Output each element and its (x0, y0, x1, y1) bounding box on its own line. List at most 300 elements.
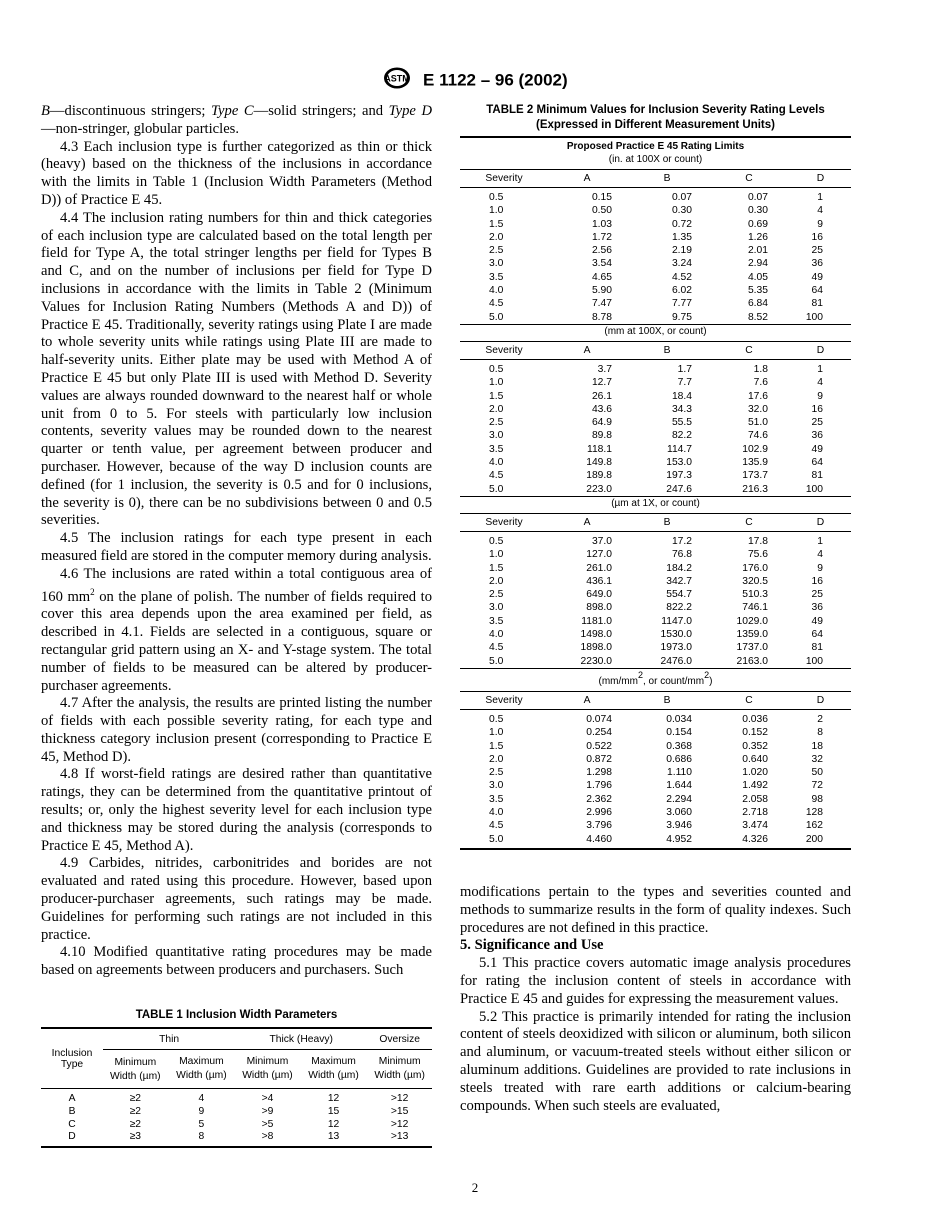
table-2-cell: 3.0 (489, 430, 504, 442)
table-2-cell: 4.326 (742, 833, 768, 845)
table-2-cell: 2 (817, 713, 823, 725)
table-2-proposed-label: Proposed Practice E 45 Rating Limits (566, 141, 745, 152)
table-2-cell: 4 (817, 377, 823, 389)
table-2-cell: 2.5 (489, 417, 504, 429)
table-2-column-header: B (626, 342, 708, 360)
table-2-unit-label: (mm at 100X, or count) (604, 325, 707, 337)
table-2-cell: 25 (811, 417, 823, 429)
table-2-row (460, 284, 851, 297)
table-2-row (460, 655, 851, 668)
table-2-cell: 25 (811, 245, 823, 257)
table-1-cell: 12 (327, 1093, 340, 1104)
table-2-cell: 0.5 (489, 713, 504, 725)
table-2-cell: 4.5 (489, 298, 504, 310)
table-1-cell: >5 (261, 1118, 274, 1130)
page-number: 2 (471, 1180, 479, 1195)
table-2-cell: 7.77 (671, 298, 692, 310)
table-2-cell: 1.72 (591, 231, 612, 243)
table-1-cell: >8 (235, 1131, 300, 1147)
table-2-row (460, 403, 851, 416)
table-2-cell: 4.0 (489, 629, 504, 641)
table-2-cell: 8.52 (747, 311, 768, 323)
table-2-cell: 2.0 (489, 403, 504, 415)
table-2-cell: 7.47 (591, 298, 612, 310)
table-2-cell: 100 (805, 655, 823, 667)
table-2-cell: 2.996 (586, 806, 612, 818)
table-2-cell: 4.460 (586, 833, 612, 845)
table-2-cell: 0.640 (742, 753, 768, 765)
table-1-subheader-oversize-min: Minimum Width (µm) (367, 1050, 432, 1089)
table-2-column-header: B (626, 514, 708, 532)
table-1-cell: 8 (168, 1131, 236, 1147)
table-2-column-header: Severity (460, 692, 548, 710)
table-2-column-header: A (548, 514, 626, 532)
table-2-cell: 5.0 (489, 655, 504, 667)
table-2-cell: 51.0 (747, 417, 768, 429)
table-2-cell: 18 (811, 740, 823, 752)
table-2-cell: 0.368 (666, 740, 692, 752)
table-2-cell: 162 (805, 820, 823, 832)
table-1-header-inclusion-type: Inclusion Type (41, 1028, 103, 1089)
table-2-cell: 102.9 (742, 443, 768, 455)
table-1-row (41, 1106, 432, 1119)
table-2-cell: 36 (811, 258, 823, 270)
table-2-cell: 2.0 (489, 575, 504, 587)
table-2-cell: 128 (805, 806, 823, 818)
page-header (0, 66, 950, 95)
table-2-cell: 4.5 (489, 820, 504, 832)
table-2-row (460, 806, 851, 819)
table-2-title: TABLE 2 Minimum Values for Inclusion Severity Rating Levels (Expressed in Different Measurement Units) (486, 104, 825, 131)
table-2-cell: 64 (811, 457, 823, 469)
table-2-column-header: Severity (460, 514, 548, 532)
table-1-cell: 5 (198, 1118, 205, 1130)
table-2-cell: 6.02 (671, 285, 692, 297)
table-2-cell: 49 (811, 443, 823, 455)
table-2-cell: 5.0 (489, 833, 504, 845)
table-2-column-header: A (548, 170, 626, 188)
paragraph-4-9: 4.9 Carbides, nitrides, carbonitrides and borides are not evaluated and rated using this procedure. However, based upon producer-purchaser agreements, such ratings may be made. Guidelines for performing such ratings are not included in this practice. (41, 855, 432, 943)
right-column (460, 884, 851, 1115)
table-2-cell: 3.474 (742, 820, 768, 832)
table-2-cell: 1.0 (489, 549, 504, 561)
table-2-cell: 0.5 (489, 535, 504, 547)
table-2-row (460, 231, 851, 244)
table-2-cell: 49 (811, 615, 823, 627)
table-2-cell: 1.5 (489, 740, 504, 752)
table-2-cell: 32 (811, 753, 823, 765)
table-2-cell: 34.3 (671, 403, 692, 415)
astm-logo-icon (382, 66, 412, 95)
table-2-cell: 81 (811, 470, 823, 482)
table-2-cell: 247.6 (666, 483, 692, 495)
table-2-cell: 1.5 (489, 390, 504, 402)
table-2-cell: 0.154 (666, 727, 692, 739)
table-2-cell: 72 (811, 780, 823, 792)
table-2-cell: 1.26 (747, 231, 768, 243)
table-2-cell: 9 (817, 562, 823, 574)
table-2-unit-label: (µm at 1X, or count) (611, 497, 700, 509)
table-2-cell: 510.3 (742, 589, 768, 601)
table-2-cell: 4.5 (489, 642, 504, 654)
table-2-cell: 2.718 (742, 806, 768, 818)
table-2-cell: 4.5 (489, 470, 504, 482)
table-1-cell: 15 (327, 1105, 340, 1117)
table-1-cell: ≥2 (129, 1118, 142, 1130)
table-2-cell: 1973.0 (660, 642, 692, 654)
table-1-subheader-thick-min: Minimum Width (µm) (235, 1050, 300, 1089)
table-2-cell: 4.952 (666, 833, 692, 845)
table-2-cell: 4.52 (671, 271, 692, 283)
table-2-unit-label: (mm/mm2, or count/mm2) (598, 669, 713, 687)
table-1-cell: >12 (390, 1118, 409, 1130)
table-2-cell: 98 (811, 793, 823, 805)
paragraph-4-10-continued: modifications pertain to the types and severities counted and methods to summarize results in the form of quality indexes. Such procedures are not defined in this practice. (460, 884, 851, 936)
table-2-cell: 82.2 (671, 430, 692, 442)
table-2-column-header: C (708, 692, 790, 710)
table-2-cell: 18.4 (671, 390, 692, 402)
table-2-cell: 36 (811, 430, 823, 442)
table-2-cell: 3.5 (489, 443, 504, 455)
section-5-heading: 5. Significance and Use (460, 937, 604, 954)
table-2-column-header: D (790, 692, 851, 710)
table-2-cell: 3.0 (489, 258, 504, 270)
table-2-cell: 0.522 (586, 740, 612, 752)
table-2-cell: 3.796 (586, 820, 612, 832)
table-2-column-header: D (790, 342, 851, 360)
table-2-row (460, 819, 851, 832)
table-2-cell: 184.2 (666, 562, 692, 574)
table-2-cell: 1029.0 (736, 615, 768, 627)
table-1-subheader-thin-max: Maximum Width (µm) (168, 1050, 236, 1089)
paragraph-4-7: 4.7 After the analysis, the results are printed listing the number of fields with each possible severity rating, for each type and thickness category inclusion present (corresponding to Practice E 45, Method D). (41, 695, 432, 765)
table-2-column-header: A (548, 692, 626, 710)
table-1-cell: >13 (367, 1131, 432, 1147)
table-2-cell: 7.7 (677, 377, 692, 389)
table-2-cell: 822.2 (666, 602, 692, 614)
table-2-cell: 5.90 (591, 285, 612, 297)
table-2-row (460, 429, 851, 442)
table-2-cell: 176.0 (742, 562, 768, 574)
table-2-cell: 0.30 (671, 205, 692, 217)
table-2-cell: 200 (805, 833, 823, 845)
table-2-row (460, 359, 851, 376)
table-2-cell: 2.5 (489, 589, 504, 601)
table-2-cell: 6.84 (747, 298, 768, 310)
table-2-cell: 2.362 (586, 793, 612, 805)
table-2-cell: 0.07 (671, 192, 692, 203)
table-2-row (460, 575, 851, 588)
table-2-column-header: Severity (460, 170, 548, 188)
paragraph-5-2: 5.2 This practice is primarily intended for rating the inclusion content of steels deoxidized with silicon or aluminum, both silicon and aluminum, or vacuum-treated steels without either silicon or aluminum additions. Guidelines are provided to rate inclusions in steels treated with rare earth additions or calcium-bearing compounds. When such steels are evaluated, (460, 1008, 851, 1114)
table-1-cell: ≥2 (129, 1093, 142, 1104)
table-2-block (460, 514, 851, 668)
table-2-cell: 4 (817, 549, 823, 561)
table-2-column-header: C (708, 342, 790, 360)
table-2-cell: 114.7 (666, 443, 692, 455)
table-2-cell: 1.5 (489, 218, 504, 230)
table-2-row (460, 766, 851, 779)
table-2-cell: 3.0 (489, 780, 504, 792)
table-2-cell: 2.0 (489, 231, 504, 243)
table-2-cell: 75.6 (747, 549, 768, 561)
table-1-header-thick: Thick (Heavy) (235, 1028, 367, 1050)
table-1-cell: A (68, 1093, 76, 1104)
paragraph-4-6: 4.6 The inclusions are rated within a total contiguous area of 160 $mm^2$ on the plane of polish. The number of fields required to cover this area depends upon the area examined per field, as described in 4.1. Fields are selected in a contiguous, square or rectangular grid pattern using an X- and Y-stage system. The total number of fields to be measured can be altered by producer-purchaser agreements. (41, 565, 432, 694)
table-2-cell: 0.15 (591, 192, 612, 203)
table-2-cell: 16 (811, 231, 823, 243)
table-2-cell: 1.5 (489, 562, 504, 574)
table-2-cell: 49 (811, 271, 823, 283)
table-2-cell: 16 (811, 403, 823, 415)
table-2-cell: 118.1 (586, 443, 612, 455)
table-2-cell: 3.0 (489, 602, 504, 614)
table-2-cell: 17.8 (747, 535, 768, 547)
table-2-cell: 17.2 (671, 535, 692, 547)
table-2-cell: 342.7 (666, 575, 692, 587)
table-2-row (460, 779, 851, 792)
table-2-cell: 3.24 (671, 258, 692, 270)
table-2-row (460, 204, 851, 217)
table-1-cell: >15 (390, 1105, 409, 1117)
table-2-cell: 1 (817, 363, 823, 375)
table-2-row (460, 740, 851, 753)
table-2-row (460, 531, 851, 548)
table-2-cell: 216.3 (742, 483, 768, 495)
table-2-cell: 4.0 (489, 806, 504, 818)
table-2-cell: 5.0 (489, 311, 504, 323)
table-2-cell: 2.0 (489, 753, 504, 765)
table-2-cell: 554.7 (666, 589, 692, 601)
table-2-row (460, 390, 851, 403)
table-2-cell: 0.5 (489, 363, 504, 375)
table-1-cell: >12 (390, 1093, 409, 1104)
table-2-cell: 436.1 (586, 575, 612, 587)
table-2-cell: 26.1 (591, 390, 612, 402)
table-2-cell: 3.54 (591, 258, 612, 270)
table-2-row (460, 601, 851, 614)
table-2-cell: 36 (811, 602, 823, 614)
table-2-row (460, 709, 851, 726)
table-2-cell: 2.56 (591, 245, 612, 257)
table-1-cell: 9 (198, 1105, 205, 1117)
left-column (41, 103, 432, 980)
table-2-column-header: C (708, 514, 790, 532)
table-1-cell: 12 (327, 1118, 340, 1130)
table-2-cell: 4.0 (489, 457, 504, 469)
table-2-cell: 89.8 (591, 430, 612, 442)
table-2-cell: 5.0 (489, 483, 504, 495)
table-2-unit-label: (in. at 100X or count) (608, 154, 703, 165)
table-2-cell: 50 (811, 767, 823, 779)
table-2-cell: 1.644 (666, 780, 692, 792)
table-2-row (460, 753, 851, 766)
table-1-cell: ≥3 (103, 1131, 168, 1147)
table-2-cell: 2.94 (747, 258, 768, 270)
table-1-row (41, 1089, 432, 1106)
table-2-cell: 12.7 (591, 377, 612, 389)
table-2-cell: 1530.0 (660, 629, 692, 641)
table-2-cell: 189.8 (586, 470, 612, 482)
table-2-cell: 43.6 (591, 403, 612, 415)
table-2-row (460, 244, 851, 257)
table-2-cell: 2.01 (747, 245, 768, 257)
table-2-cell: 898.0 (586, 602, 612, 614)
table-2-cell: 9 (817, 390, 823, 402)
table-2-cell: 0.034 (666, 713, 692, 725)
table-1-subheader-thin-min: Minimum Width (µm) (103, 1050, 168, 1089)
table-2-cell: 3.946 (666, 820, 692, 832)
table-2-cell: 2.058 (742, 793, 768, 805)
table-2-row (460, 628, 851, 641)
table-2-cell: 2230.0 (580, 655, 612, 667)
table-2-cell: 81 (811, 642, 823, 654)
table-2-block (460, 692, 851, 846)
table-2-cell: 100 (805, 311, 823, 323)
table-2-cell: 1.8 (753, 363, 768, 375)
table-2-cell: 4 (817, 205, 823, 217)
paragraph-4-10: 4.10 Modified quantitative rating procedures may be made based on agreements between producers and purchasers. Such (41, 944, 432, 979)
table-2-cell: 1.35 (671, 231, 692, 243)
table-1-row (41, 1119, 432, 1132)
table-2-cell: 2.5 (489, 245, 504, 257)
table-2-row (460, 726, 851, 739)
table-2-cell: 1898.0 (580, 642, 612, 654)
table-2-cell: 0.036 (742, 713, 768, 725)
table-2-block (460, 342, 851, 496)
table-2-cell: 32.0 (747, 403, 768, 415)
table-2-row (460, 416, 851, 429)
table-2-cell: 0.07 (747, 192, 768, 203)
table-2-cell: 3.5 (489, 271, 504, 283)
table-2-row (460, 188, 851, 205)
table-2-cell: 1181.0 (581, 615, 612, 627)
table-2-cell: 0.30 (747, 205, 768, 217)
table-2-cell: 4.65 (591, 271, 612, 283)
table-2-cell: 153.0 (666, 457, 692, 469)
table-1-header-thin: Thin (103, 1028, 235, 1050)
table-2-cell: 0.152 (742, 727, 768, 739)
table-2-cell: 3.060 (666, 806, 692, 818)
table-2-cell: 1.492 (742, 780, 768, 792)
table-2-cell: 7.6 (753, 377, 768, 389)
table-2-row (460, 376, 851, 389)
table-2-cell: 0.5 (489, 192, 504, 203)
table-2-column-header: B (626, 170, 708, 188)
table-2-cell: 0.254 (586, 727, 612, 739)
table-2-cell: 100 (805, 483, 823, 495)
table-1-cell: >4 (261, 1093, 274, 1104)
table-2-cell: 37.0 (591, 535, 612, 547)
table-2-cell: 2163.0 (736, 655, 768, 667)
table-2-cell: 3.5 (489, 793, 504, 805)
paragraph-4-5: 4.5 The inclusion ratings for each type present in each measured field are stored in the computer memory during analysis. (41, 530, 432, 564)
table-2-cell: 4.0 (489, 285, 504, 297)
table-2-cell: 0.872 (586, 753, 612, 765)
svg-text:ASTM: ASTM (384, 73, 411, 84)
table-1-cell: ≥2 (129, 1105, 142, 1117)
table-2-cell: 17.6 (747, 390, 768, 402)
table-2-row (460, 456, 851, 469)
table-2-row (460, 483, 851, 496)
table-2-cell: 1.110 (666, 767, 692, 779)
table-2-cell: 1.020 (742, 767, 768, 779)
table-2-cell: 1.298 (586, 767, 612, 779)
table-2-column-header: B (626, 692, 708, 710)
table-2-cell: 0.686 (666, 753, 692, 765)
table-2-cell: 1498.0 (580, 629, 612, 641)
table-2-row (460, 271, 851, 284)
table-1-title: TABLE 1 Inclusion Width Parameters (135, 1009, 338, 1021)
table-2-row (460, 641, 851, 654)
designation: E 1122 – 96 (2002) (423, 70, 568, 90)
table-2-column-header: A (548, 342, 626, 360)
table-2-row (460, 833, 851, 846)
table-2-cell: 0.72 (671, 218, 692, 230)
table-2-row (460, 615, 851, 628)
table-2-cell: 9 (817, 218, 823, 230)
paragraph-4-3: 4.3 Each inclusion type is further categorized as thin or thick (heavy) based on the thickness of the inclusions in accordance with the limits in Table 1 (Inclusion Width Parameters (Method D)) of Practice E 45. (41, 138, 432, 208)
table-2-row (460, 297, 851, 310)
table-2-cell: 1.03 (591, 218, 612, 230)
table-2-block (460, 170, 851, 324)
table-2-cell: 76.8 (671, 549, 692, 561)
table-2-cell: 0.074 (586, 713, 612, 725)
table-2-row (460, 588, 851, 601)
table-2-cell: 74.6 (747, 430, 768, 442)
paragraph-4-4: 4.4 The inclusion rating numbers for thin and thick categories of each inclusion type are calculated based on the total length per field for Type A, the total stringer lengths per field for Types B and C, and on the number of inclusions per field for Type D inclusions in accordance with the limits in Table 2 (Minimum Values for Inclusion Rating Numbers (Methods A and D)) of Practice E 45. Traditionally, severity ratings using Plate I are made to whole severity units while ratings using Plate III are made to half-severity units. Either plate may be used with Method A of Practice E 45 but only Plate III is used with Method D. Severity values are always rounded downward to the nearest half or whole unit from 0 to 5. For steels with particularly low inclusion contents, severity values may be rounded down to the nearest quarter or tenth value, per agreement between producer and purchaser. However, because of the way D inclusion counts are defined (for 1 inclusion, the severity is 0.5 and for 0 inclusions, the severity is 0), there can be no subdivisions between 0 and 0.5 severities. (41, 209, 432, 529)
table-2-cell: 0.50 (591, 205, 612, 217)
table-2-cell: 320.5 (742, 575, 768, 587)
table-1-grid (41, 1027, 432, 1148)
table-2-cell: 8 (817, 727, 823, 739)
table-2-cell: 1.0 (489, 727, 504, 739)
table-2 (460, 103, 851, 850)
table-2-cell: 81 (811, 298, 823, 310)
table-2-row (460, 311, 851, 324)
table-2-cell: 197.3 (666, 470, 692, 482)
table-2-cell: 261.0 (586, 562, 612, 574)
table-2-cell: 9.75 (671, 311, 692, 323)
table-2-column-header: D (790, 514, 851, 532)
table-2-cell: 2.294 (666, 793, 692, 805)
table-2-column-header: D (790, 170, 851, 188)
table-2-row (460, 548, 851, 561)
table-2-cell: 64.9 (591, 417, 612, 429)
table-2-cell: 16 (811, 575, 823, 587)
table-1-header-oversize: Oversize (367, 1028, 432, 1050)
table-2-cell: 649.0 (586, 589, 612, 601)
table-1-subheader-thick-max: Maximum Width (µm) (300, 1050, 368, 1089)
table-1-cell: 4 (198, 1093, 205, 1104)
table-2-cell: 746.1 (742, 602, 768, 614)
paragraph-4-8: 4.8 If worst-field ratings are desired rather than quantitative ratings, they can be determined from the quantitative printout of results; or, only the highest severity level for each inclusion type and thickness may be stored during the analysis (corresponds to Practice E 45, Method A). (41, 766, 432, 854)
table-2-cell: 149.8 (586, 457, 612, 469)
table-2-cell: 1.7 (677, 363, 692, 375)
table-1-cell: B (68, 1105, 76, 1117)
table-2-cell: 173.7 (742, 470, 768, 482)
table-2-cell: 2.5 (489, 767, 504, 779)
paragraph-5-1: 5.1 This practice covers automatic image analysis procedures for rating the inclusion content of steels in accordance with Practice E 45 and guides for expressing the measurement values. (460, 955, 851, 1007)
table-2-cell: 0.352 (742, 740, 768, 752)
table-2-cell: 1.0 (489, 377, 504, 389)
table-2-cell: 5.35 (747, 285, 768, 297)
table-2-cell: 25 (811, 589, 823, 601)
table-2-cell: 2.19 (671, 245, 692, 257)
table-1-row (41, 1131, 432, 1147)
table-2-cell: 55.5 (671, 417, 692, 429)
paragraph-4-2-continued: B—discontinuous stringers; Type C—solid stringers; and Type D—non-stringer, globular particles. (41, 103, 432, 137)
